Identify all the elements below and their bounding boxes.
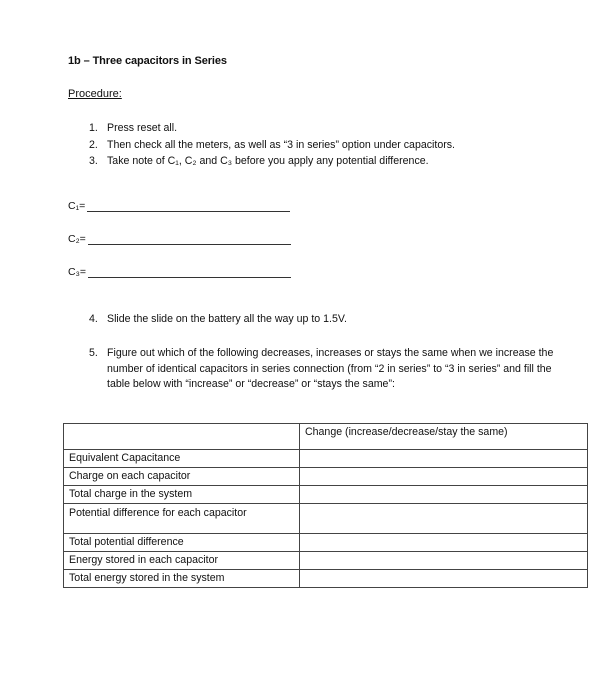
c3-answer-line[interactable]: [88, 267, 291, 278]
answer-table: [63, 423, 588, 588]
table-row: [64, 486, 588, 504]
table-row: [64, 504, 588, 534]
step-text: Take note of C₁, C₂ and C₃ before you apply any potential difference.: [107, 155, 429, 167]
answer-cell[interactable]: [300, 504, 588, 534]
answer-cell[interactable]: [300, 534, 588, 552]
answer-cell[interactable]: [300, 468, 588, 486]
step-text: Then check all the meters, as well as “3 in series” option under capacitors.: [107, 138, 455, 151]
step-1: [89, 120, 455, 137]
c1-answer-line[interactable]: [87, 201, 290, 212]
quantity-cell: Energy stored in each capacitor: [64, 552, 300, 570]
table-row: [64, 552, 588, 570]
quantity-cell: Potential difference for each capacitor: [64, 504, 300, 534]
step-number: 2.: [89, 138, 98, 151]
step-text: Figure out which of the following decreases, increases or stays the same when we increase the number of identical capacitors in series connection (from “2 in series” to “3 in series” and fill the table below with “increase” or “decrease” or “stays the same”:: [107, 347, 554, 390]
procedure-label: Procedure:: [68, 88, 122, 100]
step-number: 4.: [89, 313, 98, 325]
c1-label: C₁=: [68, 200, 86, 212]
quantity-cell: Total charge in the system: [64, 486, 300, 504]
header-empty-cell: [64, 424, 300, 450]
header-change-cell: Change (increase/decrease/stay the same): [300, 424, 588, 450]
step-text: Slide the slide on the battery all the way up to 1.5V.: [107, 313, 347, 325]
procedure-steps: [89, 120, 455, 170]
answer-cell[interactable]: [300, 570, 588, 588]
c3-blank[interactable]: [68, 266, 291, 278]
step-text: Press reset all.: [107, 122, 178, 134]
table-row: [64, 468, 588, 486]
section-title: 1b – Three capacitors in Series: [68, 55, 227, 67]
table-header-row: [64, 424, 588, 450]
table-row: [64, 570, 588, 588]
step-2: [89, 137, 455, 154]
answer-cell[interactable]: [300, 486, 588, 504]
quantity-cell: Equivalent Capacitance: [64, 450, 300, 468]
step-number: 3.: [89, 155, 98, 167]
step-5: [89, 346, 569, 393]
step-4: [89, 313, 347, 325]
quantity-cell: Total potential difference: [64, 534, 300, 552]
step-number: 1.: [89, 122, 98, 134]
c3-label: C₃=: [68, 266, 86, 278]
answer-cell[interactable]: [300, 552, 588, 570]
c1-blank[interactable]: [68, 200, 290, 212]
c2-answer-line[interactable]: [88, 234, 291, 245]
answer-cell[interactable]: [300, 450, 588, 468]
c2-blank[interactable]: [68, 233, 291, 245]
quantity-cell: Total energy stored in the system: [64, 570, 300, 588]
step-3: [89, 153, 455, 170]
table-row: [64, 534, 588, 552]
table-row: [64, 450, 588, 468]
c2-label: C₂=: [68, 233, 86, 245]
step-number: 5.: [89, 347, 98, 359]
quantity-cell: Charge on each capacitor: [64, 468, 300, 486]
